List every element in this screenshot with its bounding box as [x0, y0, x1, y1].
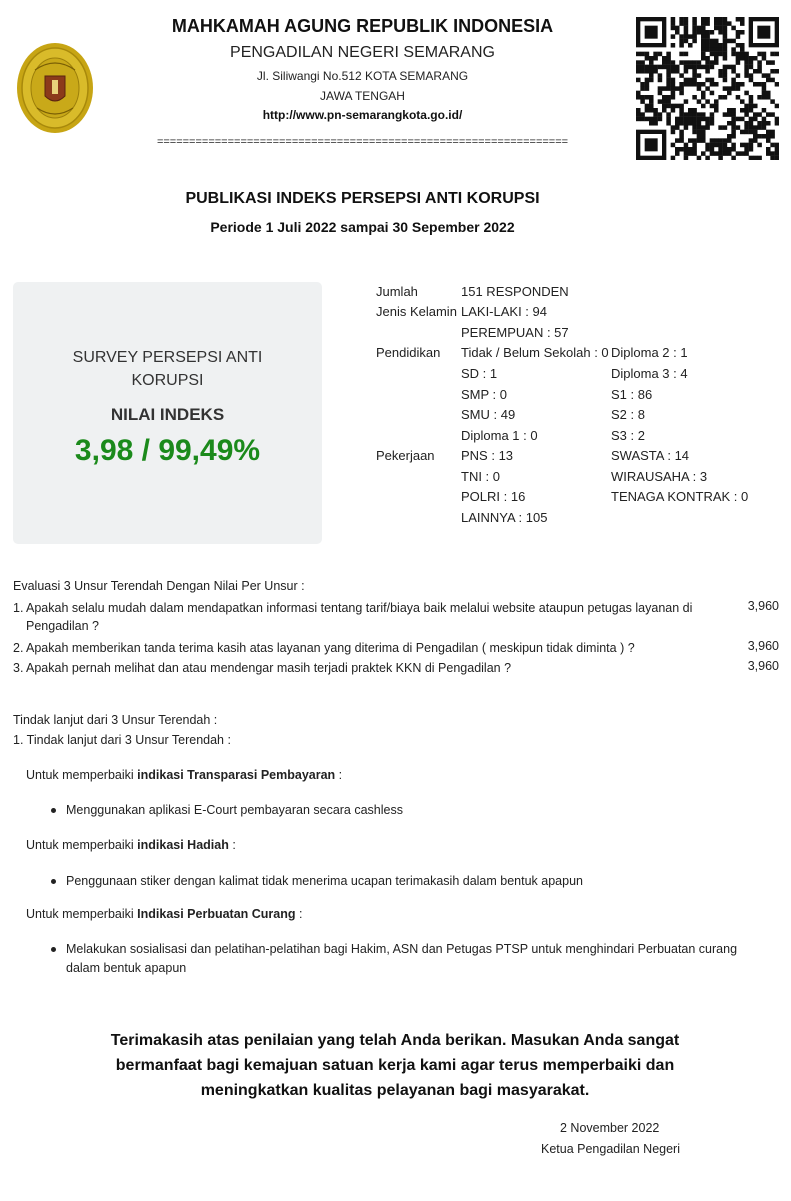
stat-job-item: TNI : 0	[461, 469, 501, 484]
stat-job-item: SWASTA : 14	[611, 448, 690, 463]
index-label: NILAI INDEKS	[110, 405, 225, 424]
followup-prefix: Untuk memperbaiki	[26, 768, 138, 782]
bullet-icon	[51, 879, 56, 884]
stat-education-item: S1 : 86	[611, 387, 653, 402]
evaluation-item-number: 1.	[13, 601, 24, 615]
evaluation-score: 3,960	[747, 659, 779, 673]
address-line-1: Jl. Siliwangi No.512 KOTA SEMARANG	[256, 69, 469, 83]
stat-education-item: SD : 1	[461, 366, 498, 381]
bullet-icon	[51, 947, 56, 952]
followup-action	[66, 940, 737, 978]
website-url[interactable]: http://www.pn-semarangkota.go.id/	[262, 108, 463, 122]
document-date: 2 November 2022	[560, 1121, 660, 1135]
stat-job-label: Pekerjaan	[376, 448, 435, 463]
stat-education-item: S2 : 8	[611, 407, 645, 422]
evaluation-item-line: Apakah selalu mudah dalam mendapatkan informasi tentang tarif/biaya baik melalui website ataupun petugas layanan di	[26, 601, 693, 615]
stat-education-item: Diploma 1 : 0	[461, 428, 538, 443]
stat-gender-male: LAKI-LAKI : 94	[461, 304, 547, 319]
signer-title: Ketua Pengadilan Negeri	[541, 1142, 680, 1156]
evaluation-heading: Evaluasi 3 Unsur Terendah Dengan Nilai Per Unsur :	[13, 579, 305, 593]
evaluation-item-text: Apakah memberikan tanda terima kasih atas layanan yang diterima di Pengadilan ( meskipun tidak diminta ) ?	[26, 641, 635, 655]
institution-title: MAHKAMAH AGUNG REPUBLIK INDONESIA	[171, 16, 554, 36]
address-line-2: JAWA TENGAH	[320, 89, 405, 103]
publication-title: PUBLIKASI INDEKS PERSEPSI ANTI KORUPSI	[185, 190, 540, 207]
evaluation-item-line: Pengadilan ?	[26, 619, 99, 633]
stat-job-item: PNS : 13	[461, 448, 514, 463]
followup-action: Penggunaan stiker dengan kalimat tidak menerima ucapan terimakasih dalam bentuk apapun	[66, 874, 583, 888]
stat-job-item: WIRAUSAHA : 3	[611, 469, 708, 484]
followup-action-line: Melakukan sosialisasi dan pelatihan-pelatihan bagi Hakim, ASN dan Petugas PTSP untuk menghindari Perbuatan curang	[66, 942, 738, 956]
stat-jumlah-label: Jumlah	[376, 284, 418, 299]
followup-indicator: Indikasi Perbuatan Curang	[137, 907, 296, 921]
header-separator: ================================================================	[156, 136, 569, 148]
stat-education-item: Tidak / Belum Sekolah : 0	[461, 345, 609, 360]
closing-message	[90, 1028, 700, 1103]
followup-action-line: dalam bentuk apapun	[66, 961, 187, 975]
survey-title-line-2: KORUPSI	[131, 372, 204, 389]
followup-section-title	[26, 768, 342, 782]
evaluation-item-text	[26, 599, 726, 635]
evaluation-score: 3,960	[747, 599, 779, 613]
survey-title	[13, 346, 322, 392]
survey-title-line-1: SURVEY PERSEPSI ANTI	[72, 349, 263, 366]
followup-prefix: Untuk memperbaiki	[26, 838, 138, 852]
followup-suffix: :	[228, 838, 236, 852]
stat-job-item: TENAGA KONTRAK : 0	[611, 489, 749, 504]
qr-code	[636, 17, 779, 160]
court-name: PENGADILAN NEGERI SEMARANG	[230, 44, 495, 61]
stat-job-item: LAINNYA : 105	[461, 510, 548, 525]
closing-line: meningkatkan kualitas pelayanan bagi masyarakat.	[200, 1082, 590, 1099]
evaluation-item-text: Apakah pernah melihat dan atau mendengar masih terjadi praktek KKN di Pengadilan ?	[26, 661, 512, 675]
stat-gender-label: Jenis Kelamin	[376, 304, 457, 319]
followup-prefix: Untuk memperbaiki	[26, 907, 138, 921]
evaluation-score: 3,960	[747, 639, 779, 653]
followup-indicator: indikasi Hadiah	[137, 838, 229, 852]
evaluation-item-number: 2.	[13, 641, 24, 655]
followup-section-title	[26, 907, 302, 921]
followup-suffix: :	[335, 768, 343, 782]
bullet-icon	[51, 808, 56, 813]
closing-line: bermanfaat bagi kemajuan satuan kerja kami agar terus memperbaiki dan	[115, 1057, 675, 1074]
stat-education-item: SMU : 49	[461, 407, 516, 422]
evaluation-item-number: 3.	[13, 661, 24, 675]
stat-job-item: POLRI : 16	[461, 489, 526, 504]
followup-section-title	[26, 838, 236, 852]
stat-education-item: Diploma 3 : 4	[611, 366, 688, 381]
followup-subheading: 1. Tindak lanjut dari 3 Unsur Terendah :	[13, 733, 231, 747]
stat-jumlah-value: 151 RESPONDEN	[461, 284, 569, 299]
stat-education-item: Diploma 2 : 1	[611, 345, 688, 360]
evaluation-item	[13, 599, 778, 635]
followup-suffix: :	[295, 907, 303, 921]
stat-gender-female: PEREMPUAN : 57	[461, 325, 569, 340]
publication-period: Periode 1 Juli 2022 sampai 30 Sepember 2022	[210, 219, 515, 235]
stat-education-item: S3 : 2	[611, 428, 645, 443]
stat-education-label: Pendidikan	[376, 345, 441, 360]
stat-education-item: SMP : 0	[461, 387, 508, 402]
followup-indicator: indikasi Transparasi Pembayaran	[137, 768, 336, 782]
closing-line: Terimakasih atas penilaian yang telah Anda berikan. Masukan Anda sangat	[110, 1032, 680, 1049]
evaluation-item	[13, 659, 778, 677]
evaluation-item	[13, 639, 778, 657]
followup-heading: Tindak lanjut dari 3 Unsur Terendah :	[13, 713, 218, 727]
index-value: 3,98 / 99,49%	[74, 434, 261, 467]
followup-action: Menggunakan aplikasi E-Court pembayaran secara cashless	[66, 803, 403, 817]
